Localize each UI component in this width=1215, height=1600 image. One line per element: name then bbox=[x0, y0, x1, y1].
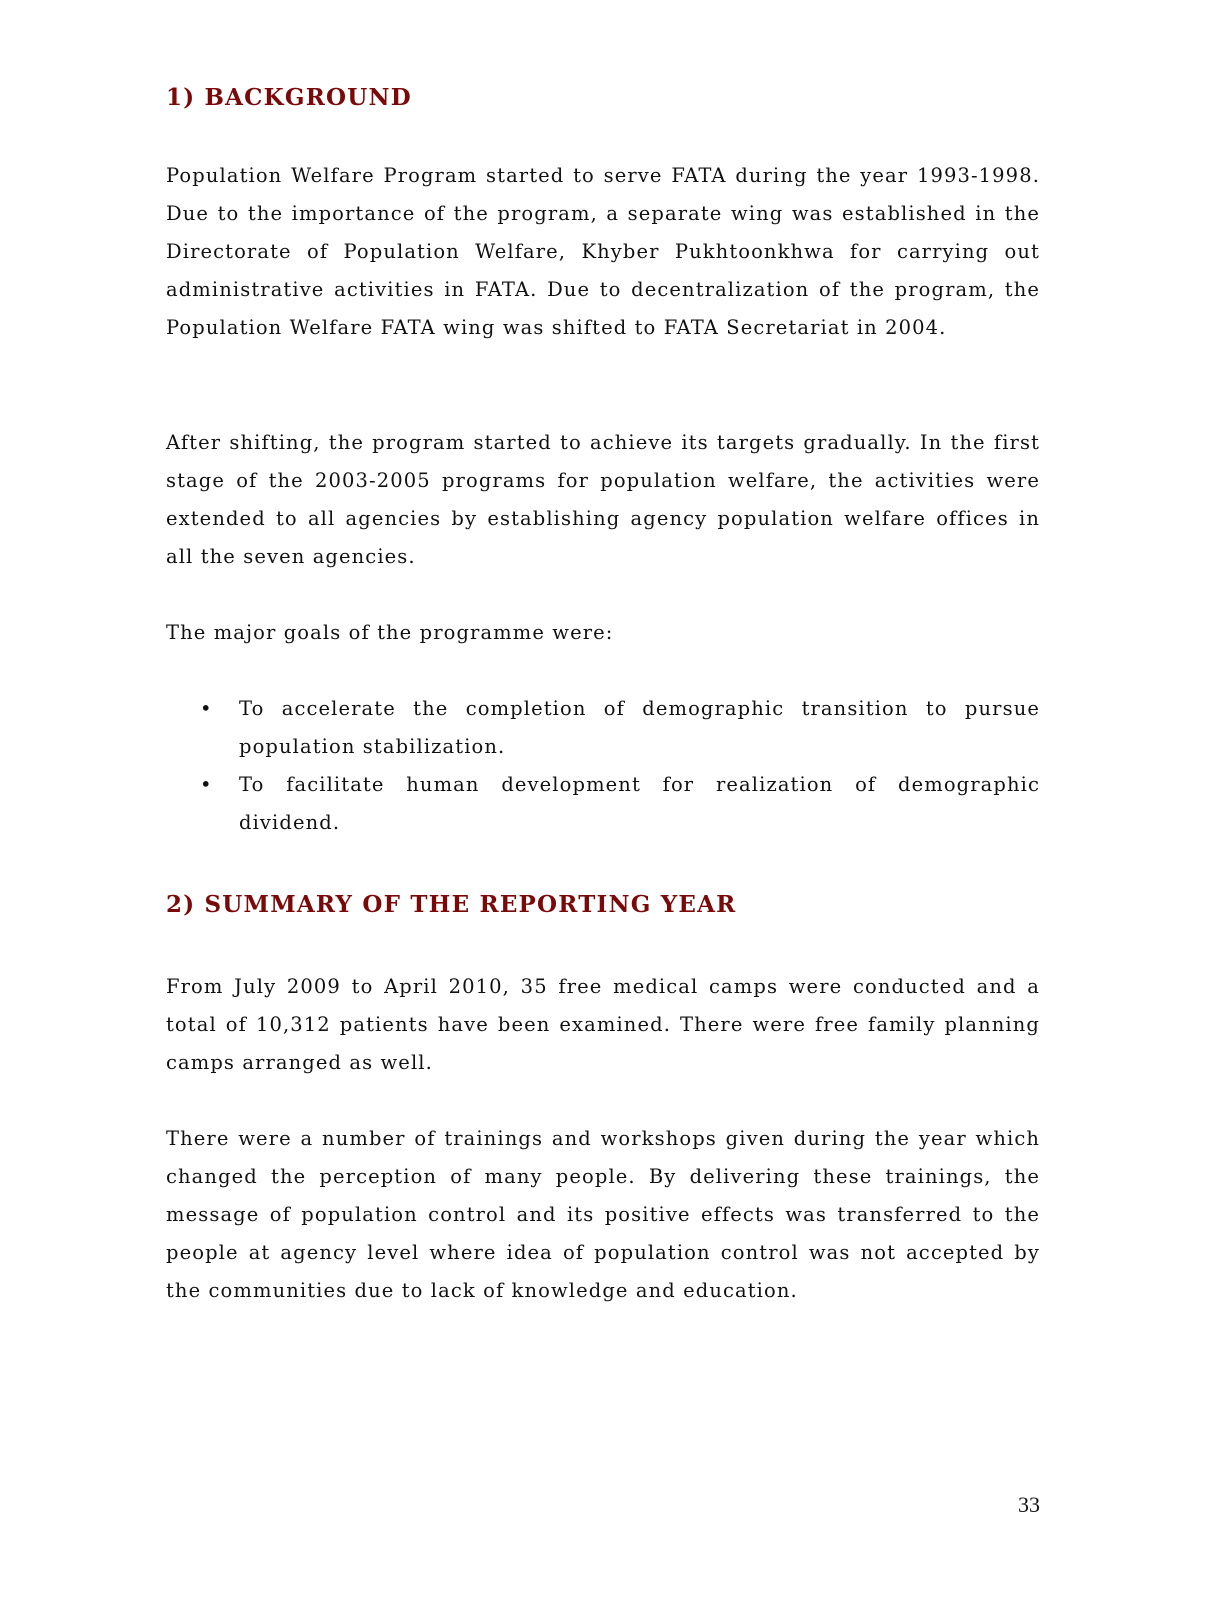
paragraph: There were a number of trainings and workshops given during the year which changed the perception of many people. By delivering these trainings, the message of population control and its positive effects was transferred to the people at agency level where idea of population control was not accepted by the communities due to lack of knowledge and education. bbox=[166, 1127, 1040, 1302]
paragraph: After shifting, the program started to achieve its targets gradually. In the first stage of the 2003-2005 programs for population welfare, the activities were extended to all agencies by establishing agency population welfare offices in all the seven agencies. bbox=[166, 431, 1040, 568]
paragraph: Population Welfare Program started to serve FATA during the year 1993-1998. Due to the importance of the program, a separate wing was established in the Directorate of Population Welfare, Khyber Pukhtoonkhwa for carrying out administrative activities in FATA. Due to decentralization of the program, the Population Welfare FATA wing was shifted to FATA Secretariat in 2004. bbox=[166, 164, 1040, 339]
list-item: • To facilitate human development for realization of demographic dividend. bbox=[166, 766, 1040, 842]
page-number: 33 bbox=[1018, 1492, 1040, 1517]
paragraph: The major goals of the programme were: bbox=[166, 621, 614, 644]
list-item: • To accelerate the completion of demographic transition to pursue population stabilization. bbox=[166, 690, 1040, 766]
paragraph: From July 2009 to April 2010, 35 free medical camps were conducted and a total of 10,312 patients have been examined. There were free family planning camps arranged as well. bbox=[166, 975, 1040, 1074]
section-heading-background: 1) BACKGROUND bbox=[166, 84, 412, 111]
bullet-icon: • bbox=[200, 773, 213, 796]
section-heading-summary: 2) SUMMARY OF THE REPORTING YEAR bbox=[166, 891, 737, 918]
bullet-icon: • bbox=[200, 697, 213, 720]
goals-list bbox=[166, 690, 1040, 842]
